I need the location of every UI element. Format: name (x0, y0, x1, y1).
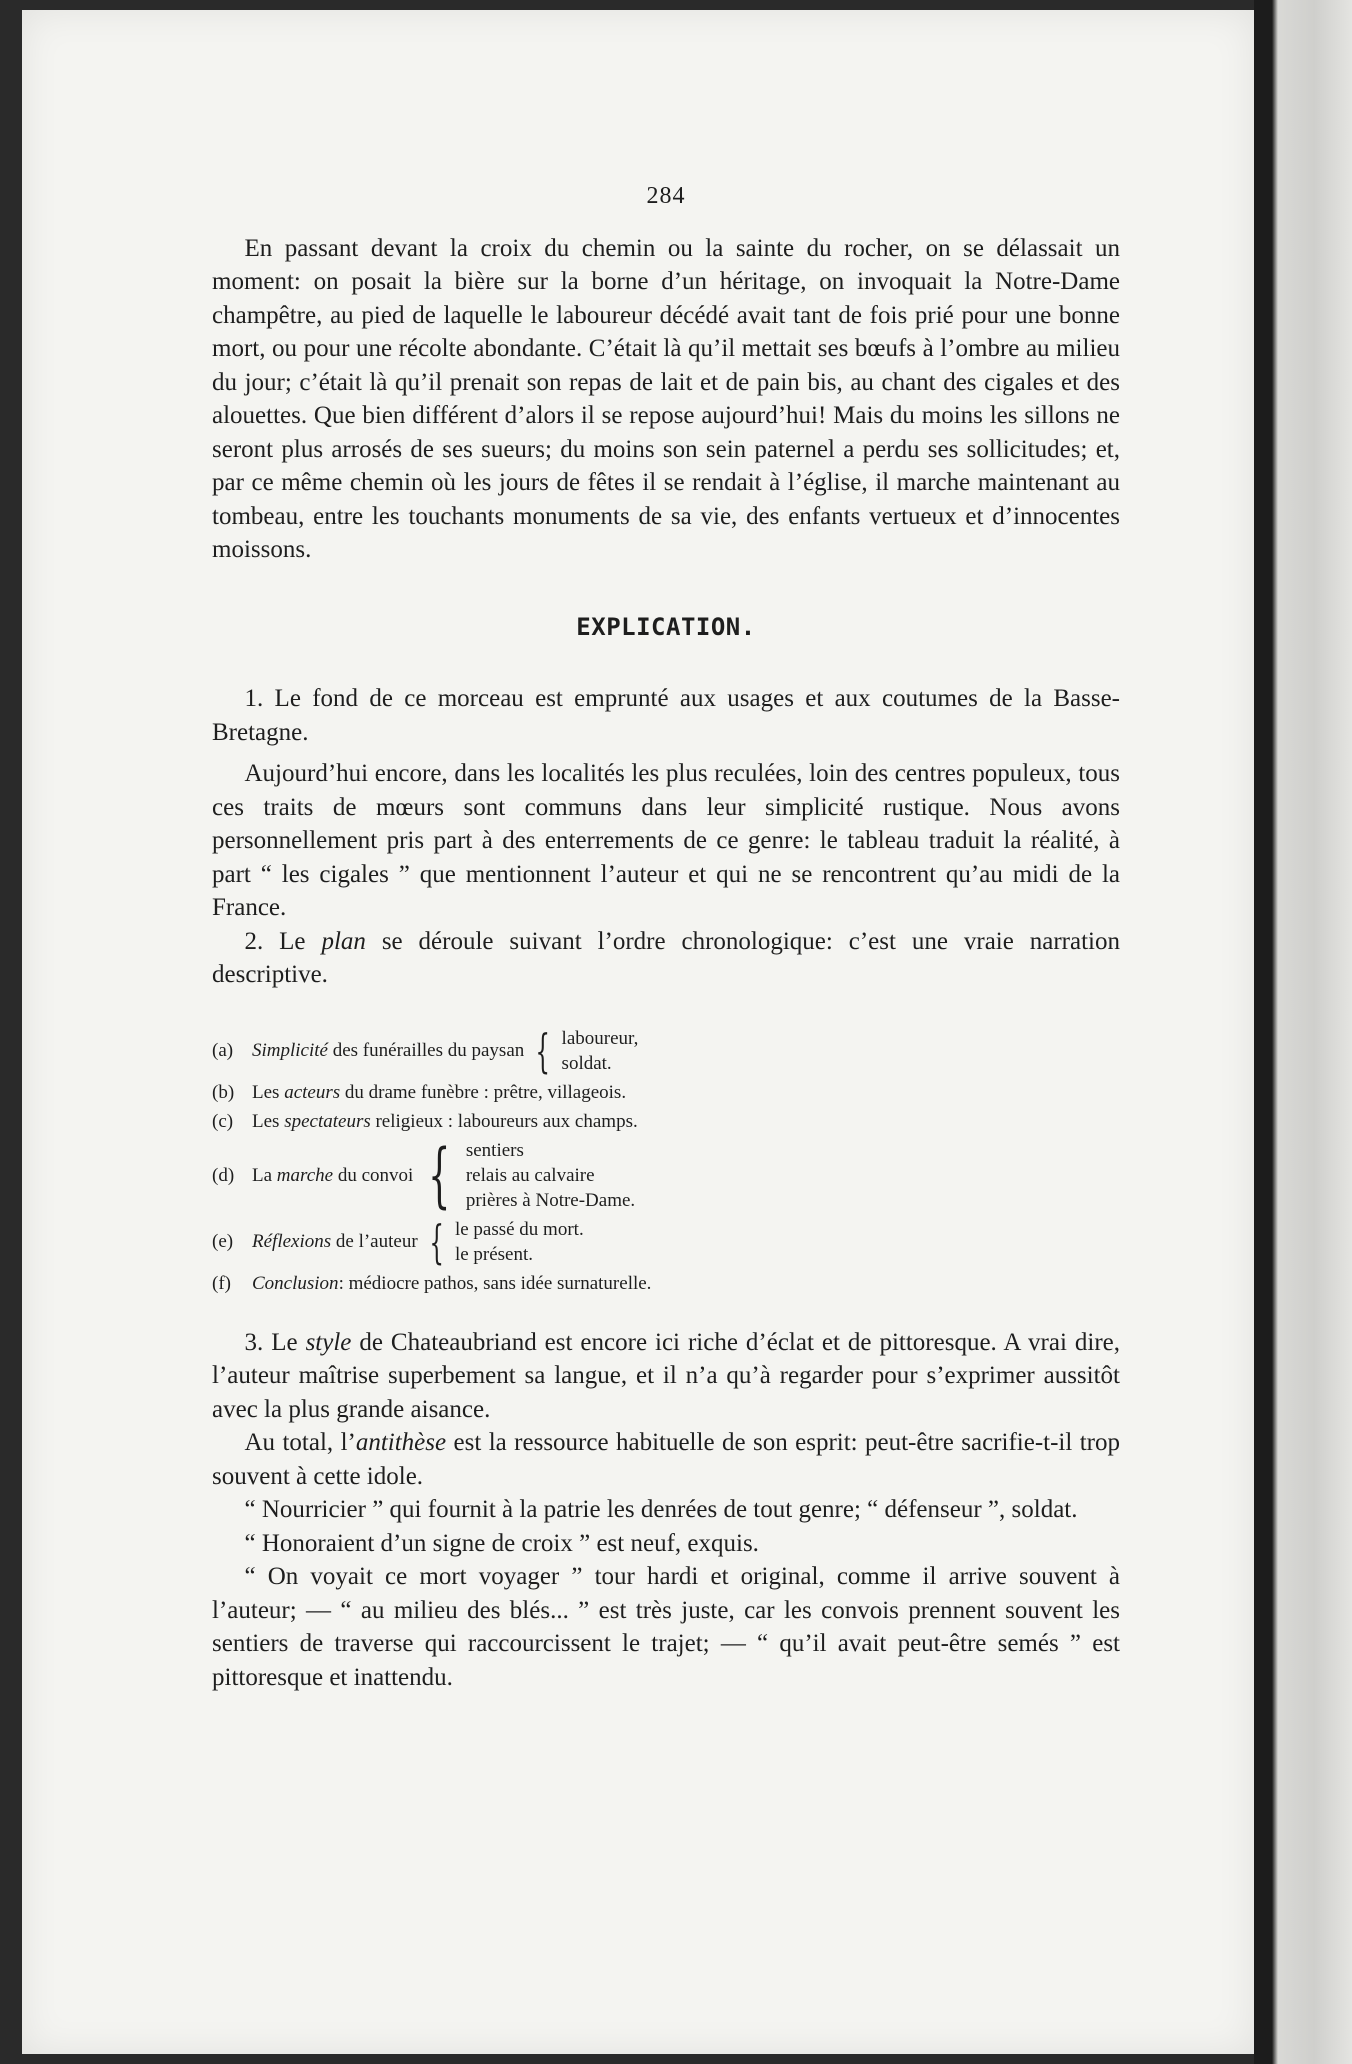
outline-pre: Les (252, 1110, 285, 1132)
outline-text: religieux : laboureurs aux champs. (370, 1110, 638, 1132)
outline-item-f (212, 1271, 1120, 1296)
honoraient-paragraph: “ Honoraient d’un signe de croix ” est neuf, exquis. (244, 1529, 759, 1557)
nourricier-paragraph: “ Nourricier ” qui fournit à la patrie les denrées de tout genre; “ défenseur ”, soldat. (244, 1496, 1078, 1523)
antithese-paragraph (212, 1426, 1120, 1493)
plan-outline (212, 1023, 1120, 1296)
outline-italic: spectateurs (284, 1110, 371, 1132)
page-number: 284 (646, 183, 686, 209)
outline-text: du convoi (333, 1164, 414, 1186)
explication-point-2 (212, 925, 1120, 992)
outline-subitem: prières à Notre-Dame. (465, 1189, 636, 1211)
point-3-prefix: 3. Le (244, 1328, 306, 1356)
outline-subitem: le passé du mort. (454, 1218, 584, 1240)
outline-subitem: laboureur, (561, 1027, 639, 1049)
outline-item-d (212, 1134, 1120, 1216)
outline-key: (b) (212, 1081, 235, 1103)
antithese-suffix: est la ressource habituelle de son esprit: peut-être sacrifie-t-il trop souvent à cette idole. (212, 1429, 1120, 1490)
outline-text: du drame funèbre : prêtre, villageois. (340, 1081, 627, 1103)
outline-item-c (212, 1109, 1120, 1134)
opening-paragraph: En passant devant la croix du chemin ou la sainte du rocher, on se délassait un moment: on posait la bière sur la borne d’un héritage, on invoquait la Notre-Dame champêtre, au pied de laquelle le laboureur décédé avait tant de fois prié pour une bonne mort, ou pour une récolte abondante. C’était là qu’il mettait ses bœufs à l’ombre au milieu du jour; c’était là qu’il prenait son repas de lait et de pain bis, au chant des cigales et des alouettes. Que bien différent d’alors il se repose aujourd’hui! Mais du moins les sillons ne seront plus arrosés de ses sueurs; du moins son sein paternel a perdu ses sollicitudes; et, par ce même chemin où les jours de fêtes il se rendait à l’église, il marche maintenant au tombeau, entre les touchants monuments de sa vie, des enfants vertueux et d’innocentes moissons. (212, 234, 1120, 563)
voyager-paragraph: “ On voyait ce mort voyager ” tour hardi et original, comme il arrive souvent à l’auteur; — “ au milieu des blés... ” est très juste, car les convois prennent souvent les sentiers de traverse qui raccourcissent le trajet; — “ qu’il avait peut-être semés ” est pittoresque et inattendu. (212, 1563, 1120, 1691)
point-3-suffix: de Chateaubriand est encore ici riche d’éclat et de pittoresque. A vrai dire, l’auteur maîtrise superbement sa langue, et il n’a qu’à regarder pour s’exprimer aussitôt avec la plus grande aisance. (212, 1328, 1120, 1423)
outline-key: (e) (212, 1231, 234, 1252)
outline-text: de l’auteur (331, 1231, 418, 1252)
outline-subitem: le présent. (454, 1243, 534, 1265)
explication-point-1-detail: Aujourd’hui encore, dans les localités les plus reculées, loin des centres populeux, tous ces traits de mœurs sont communs dans leur simplicité rustique. Nous avons personnellement pris part à des enterrements de ce genre: le tableau traduit la réalité, à part “ les cigales ” que mentionnent l’auteur et qui ne se rencontrent qu’au midi de la France. (212, 760, 1120, 921)
outline-italic: Conclusion (252, 1272, 339, 1294)
outline-key: (a) (212, 1040, 234, 1061)
page-content (212, 180, 1120, 1694)
outline-key: (d) (212, 1164, 235, 1186)
section-heading: EXPLICATION. (576, 612, 756, 641)
brace-icon: { (428, 1134, 451, 1216)
antithese-italic: antithèse (355, 1429, 447, 1456)
point-2-prefix: 2. Le (244, 927, 322, 955)
brace-icon: { (535, 1023, 551, 1078)
brace-icon: { (428, 1214, 444, 1269)
outline-key: (c) (212, 1110, 234, 1132)
outline-italic: acteurs (284, 1081, 341, 1103)
outline-item-e (212, 1214, 1120, 1269)
outline-text: : médiocre pathos, sans idée surnaturelle. (338, 1272, 652, 1294)
outline-text: des funérailles du paysan (327, 1040, 525, 1061)
point-2-suffix: se déroule suivant l’ordre chronologique: c’est une vraie narration descriptive. (212, 927, 1120, 988)
outline-key: (f) (212, 1272, 231, 1294)
explication-point-1: 1. Le fond de ce morceau est emprunté aux usages et aux coutumes de la Basse-Bretagne. (212, 685, 1120, 746)
outline-italic: Simplicité (252, 1040, 328, 1061)
adjacent-page-edge (1254, 0, 1352, 2064)
outline-subitem: soldat. (561, 1052, 612, 1074)
point-3-italic: style (305, 1328, 352, 1356)
outline-pre: Les (252, 1081, 285, 1103)
point-2-italic: plan (321, 927, 366, 955)
outline-italic: marche (276, 1164, 334, 1186)
outline-subitem: relais au calvaire (465, 1164, 595, 1186)
explication-point-3 (212, 1326, 1120, 1427)
outline-pre: La (252, 1164, 277, 1186)
outline-item-b (212, 1080, 1120, 1105)
antithese-prefix: Au total, l’ (244, 1429, 356, 1456)
outline-italic: Réflexions (252, 1231, 332, 1252)
outline-item-a (212, 1023, 1120, 1078)
outline-subitem: sentiers (465, 1139, 524, 1161)
